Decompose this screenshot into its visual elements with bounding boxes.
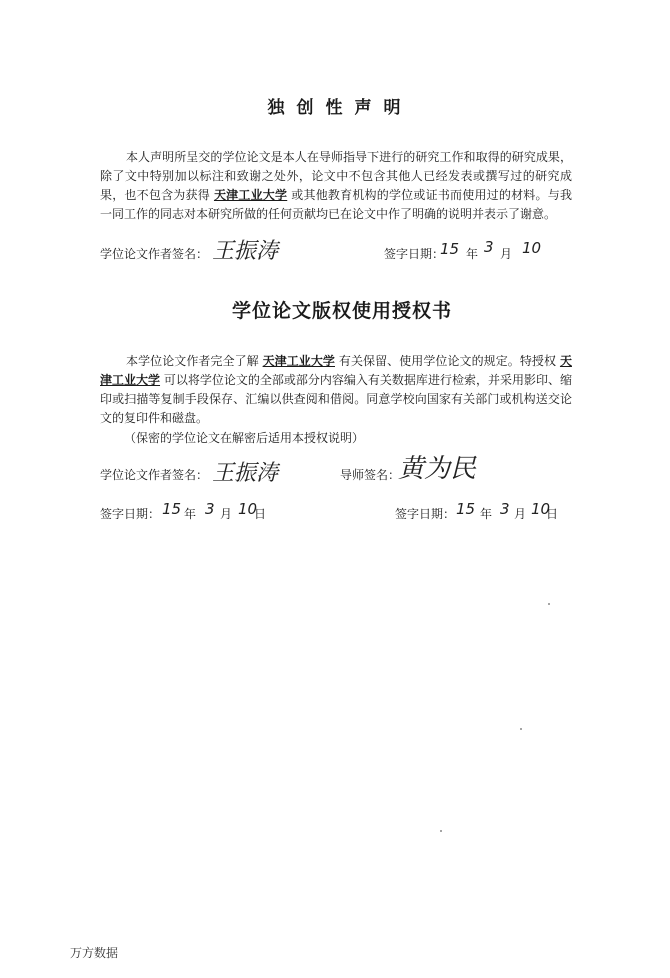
originality-date-month: 3 [484,238,494,256]
scan-speck [548,603,550,605]
copyright-author-date-day: 10 [238,500,258,518]
copyright-university-2: 天津工业大学 [100,354,572,387]
copyright-author-date-month: 3 [205,500,215,518]
copyright-advisor-day-label: 日 [546,507,559,521]
originality-year-label: 年 [466,247,479,261]
copyright-advisor-date-year: 15 [456,500,476,518]
copyright-author-month-label: 月 [220,507,233,521]
copyright-advisor-month-label: 月 [514,507,527,521]
originality-month-label: 月 [500,247,513,261]
copyright-title: 学位论文版权使用授权书 [231,300,452,322]
originality-title: 独创性声明 [267,98,413,118]
copyright-university-1: 天津工业大学 [262,354,335,368]
advisor-label: 导师签名： [340,468,401,482]
originality-date-label: 签字日期： [384,247,445,261]
footer-watermark: 万方数据 [70,946,119,960]
copyright-paragraph [100,352,572,428]
copyright-author-date-label: 签字日期： [100,507,161,521]
copyright-author-date-year: 15 [162,500,182,518]
copyright-author-day-label: 日 [254,507,267,521]
originality-text-1: 本人声明所呈交的学位论文是本人在导师指导下进行的研究工作和取得的研究成果，除了文中特别加以标注和致谢之处外，论文中不包含其他人已经发表或撰写过的研究成果，也不包含为获得 [100,150,572,202]
originality-date-day: 10 [522,239,542,257]
copyright-advisor-year-label: 年 [480,507,493,521]
originality-author-label: 学位论文作者签名： [100,247,209,261]
copyright-advisor-date-label: 签字日期： [395,507,456,521]
copyright-text-2: 有关保留、使用学位论文的规定。特授权 [338,354,557,368]
copyright-note: （保密的学位论文在解密后适用本授权说明） [124,431,365,445]
copyright-author-year-label: 年 [184,507,197,521]
originality-date-year: 15 [440,240,460,258]
copyright-advisor-date-month: 3 [500,500,510,518]
copyright-author-label: 学位论文作者签名： [100,468,209,482]
advisor-signature: 黄为民 [398,454,477,484]
originality-author-signature: 王振涛 [212,239,279,264]
scan-speck [440,830,442,832]
copyright-text-3: 可以将学位论文的全部或部分内容编入有关数据库进行检索，并采用影印、缩印或扫描等复制手段保存、汇编以供查阅和借阅。同意学校向国家有关部门或机构送交论文的复印件和磁盘。 [100,373,572,425]
copyright-advisor-date-day: 10 [531,500,551,518]
originality-paragraph [100,148,572,224]
originality-text-2: 或其他教育机构的学位或证书而使用过的材料。与我一同工作的同志对本研究所做的任何贡献均已在论文中作了明确的说明并表示了谢意。 [100,188,572,221]
originality-university: 天津工业大学 [213,188,288,202]
scan-speck [520,728,522,730]
copyright-text-1: 本学位论文作者完全了解 [126,354,259,368]
copyright-author-signature: 王振涛 [212,461,279,486]
